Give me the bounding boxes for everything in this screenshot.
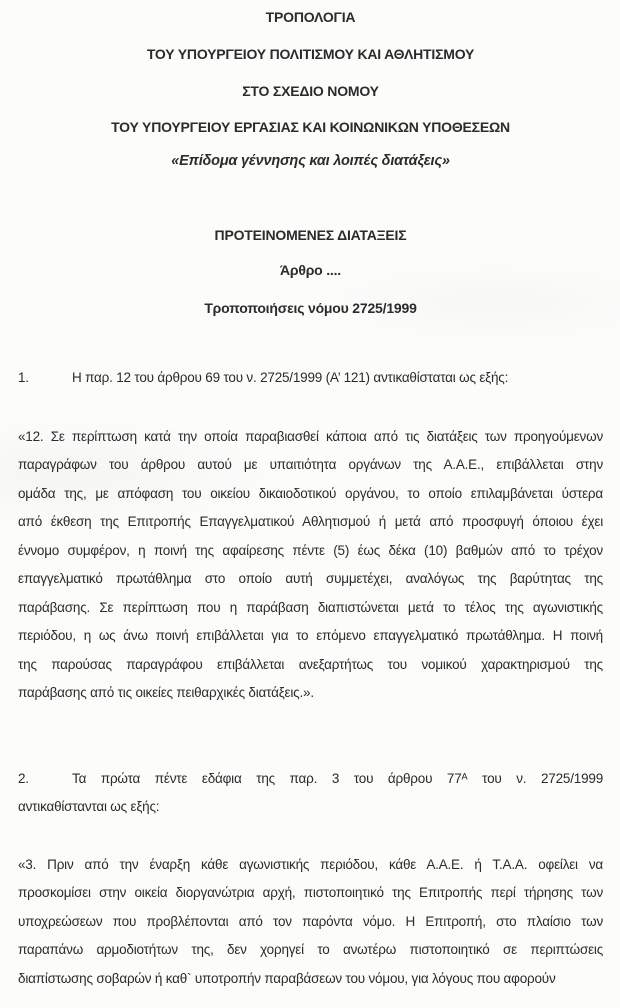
text-line: από έκθεση της Επιτροπής Επαγγελματικού Αθλητισμού ή μετά από προσφυγή όποιου έχει xyxy=(18,514,603,529)
doc-bill-ministry-line: ΤΟΥ ΥΠΟΥΡΓΕΙΟΥ ΕΡΓΑΣΙΑΣ ΚΑΙ ΚΟΙΝΩΝΙΚΩΝ ΥΠΟΘΕΣΕΩΝ xyxy=(111,119,510,135)
doc-ministry-line: ΤΟΥ ΥΠΟΥΡΓΕΙΟΥ ΠΟΛΙΤΙΣΜΟΥ ΚΑΙ ΑΘΛΗΤΙΣΜΟΥ xyxy=(146,46,475,62)
quoted-provision-1 xyxy=(18,423,603,708)
quoted-provision-2 xyxy=(18,851,603,994)
item-intro xyxy=(18,765,603,822)
text-line: Τα πρώτα πέντε εδάφια της παρ. 3 του άρθρου 77ᴬ του ν. 2725/1999 xyxy=(72,770,603,786)
section-title: ΠΡΟΤΕΙΝΟΜΕΝΕΣ ΔΙΑΤΑΞΕΙΣ xyxy=(214,227,407,243)
text-line: «3. Πριν από την έναρξη κάθε αγωνιστικής περιόδου, κάθε Α.Α.Ε. ή Τ.Α.Α. οφείλει να xyxy=(18,856,603,872)
text-line: Η παρ. 12 του άρθρου 69 του ν. 2725/1999 (Α’ 121) αντικαθίσταται ως εξής: xyxy=(72,370,509,385)
text-line: παραγράφων του άρθρου αυτού με υπαιτιότητα οργάνων της Α.Α.Ε., επιβάλλεται στην xyxy=(18,457,603,472)
item-intro xyxy=(18,364,603,393)
text-line: παραπάνω αρμοδιοτήτων της, δεν χορηγεί το ανωτέρω πιστοποιητικό σε περιπτώσεις xyxy=(18,942,603,957)
doc-bill-line: ΣΤΟ ΣΧΕΔΙΟ ΝΟΜΟΥ xyxy=(242,83,379,99)
text-line: επαγγελματικό πρωτάθλημα στο οποίο αυτή συμμετέχει, αναλόγως της βαρύτητας της xyxy=(18,571,603,586)
doc-title: ΤΡΟΠΟΛΟΓΙΑ xyxy=(265,9,356,25)
text-line: διαπίστωσης σοβαρών ή καθ` υποτροπήν παραβάσεων του νόμου, για λόγους που αφορούν xyxy=(18,970,556,986)
numbered-item-2 xyxy=(18,765,603,822)
text-line: αντικαθίστανται ως εξής: xyxy=(18,799,160,814)
article-heading: Άρθρο .... xyxy=(279,262,341,278)
text-line: υποχρεώσεων που προβλέπονται από τον παρόντα νόμο. Η Επιτροπή, στο πλαίσιο των xyxy=(18,913,603,929)
numbered-item-1 xyxy=(18,364,603,393)
section-subtitle: Τροποποιήσεις νόμου 2725/1999 xyxy=(204,300,417,316)
text-line: προσκομίσει στην οικεία διοργανώτρια αρχή, πιστοποιητικό της Επιτροπής περί τήρησης των xyxy=(18,885,603,900)
text-line: έννομο συμφέρον, η ποινή της αφαίρεσης πέντε (5) έως δέκα (10) βαθμών από το τρέχον xyxy=(18,542,603,558)
text-line: παράβασης. Σε περίπτωση που η παράβαση διαπιστώνεται μετά το τέλος της αγωνιστικής xyxy=(18,599,603,615)
text-line: «12. Σε περίπτωση κατά την οποία παραβιασθεί κάποια από τις διατάξεις των προηγούμενων xyxy=(18,428,603,444)
text-line: της παρούσας παραγράφου επιβάλλεται ανεξαρτήτως του νομικού χαρακτηρισμού της xyxy=(18,656,603,672)
item-number: 1. xyxy=(18,370,29,385)
text-line: παράβασης από τις οικείες πειθαρχικές διατάξεις.». xyxy=(18,685,314,700)
text-line: περιόδου, η ως άνω ποινή επιβάλλεται για το επόμενο επαγγελματικό πρωτάθλημα. Η ποινή xyxy=(18,628,603,643)
item-number: 2. xyxy=(18,770,29,786)
doc-bill-subtitle: «Επίδομα γέννησης και λοιπές διατάξεις» xyxy=(171,153,450,169)
text-line: ομάδα της, με απόφαση του οικείου δικαιοδοτικού οργάνου, το οποίο επιλαμβάνεται ύστερα xyxy=(18,485,603,501)
